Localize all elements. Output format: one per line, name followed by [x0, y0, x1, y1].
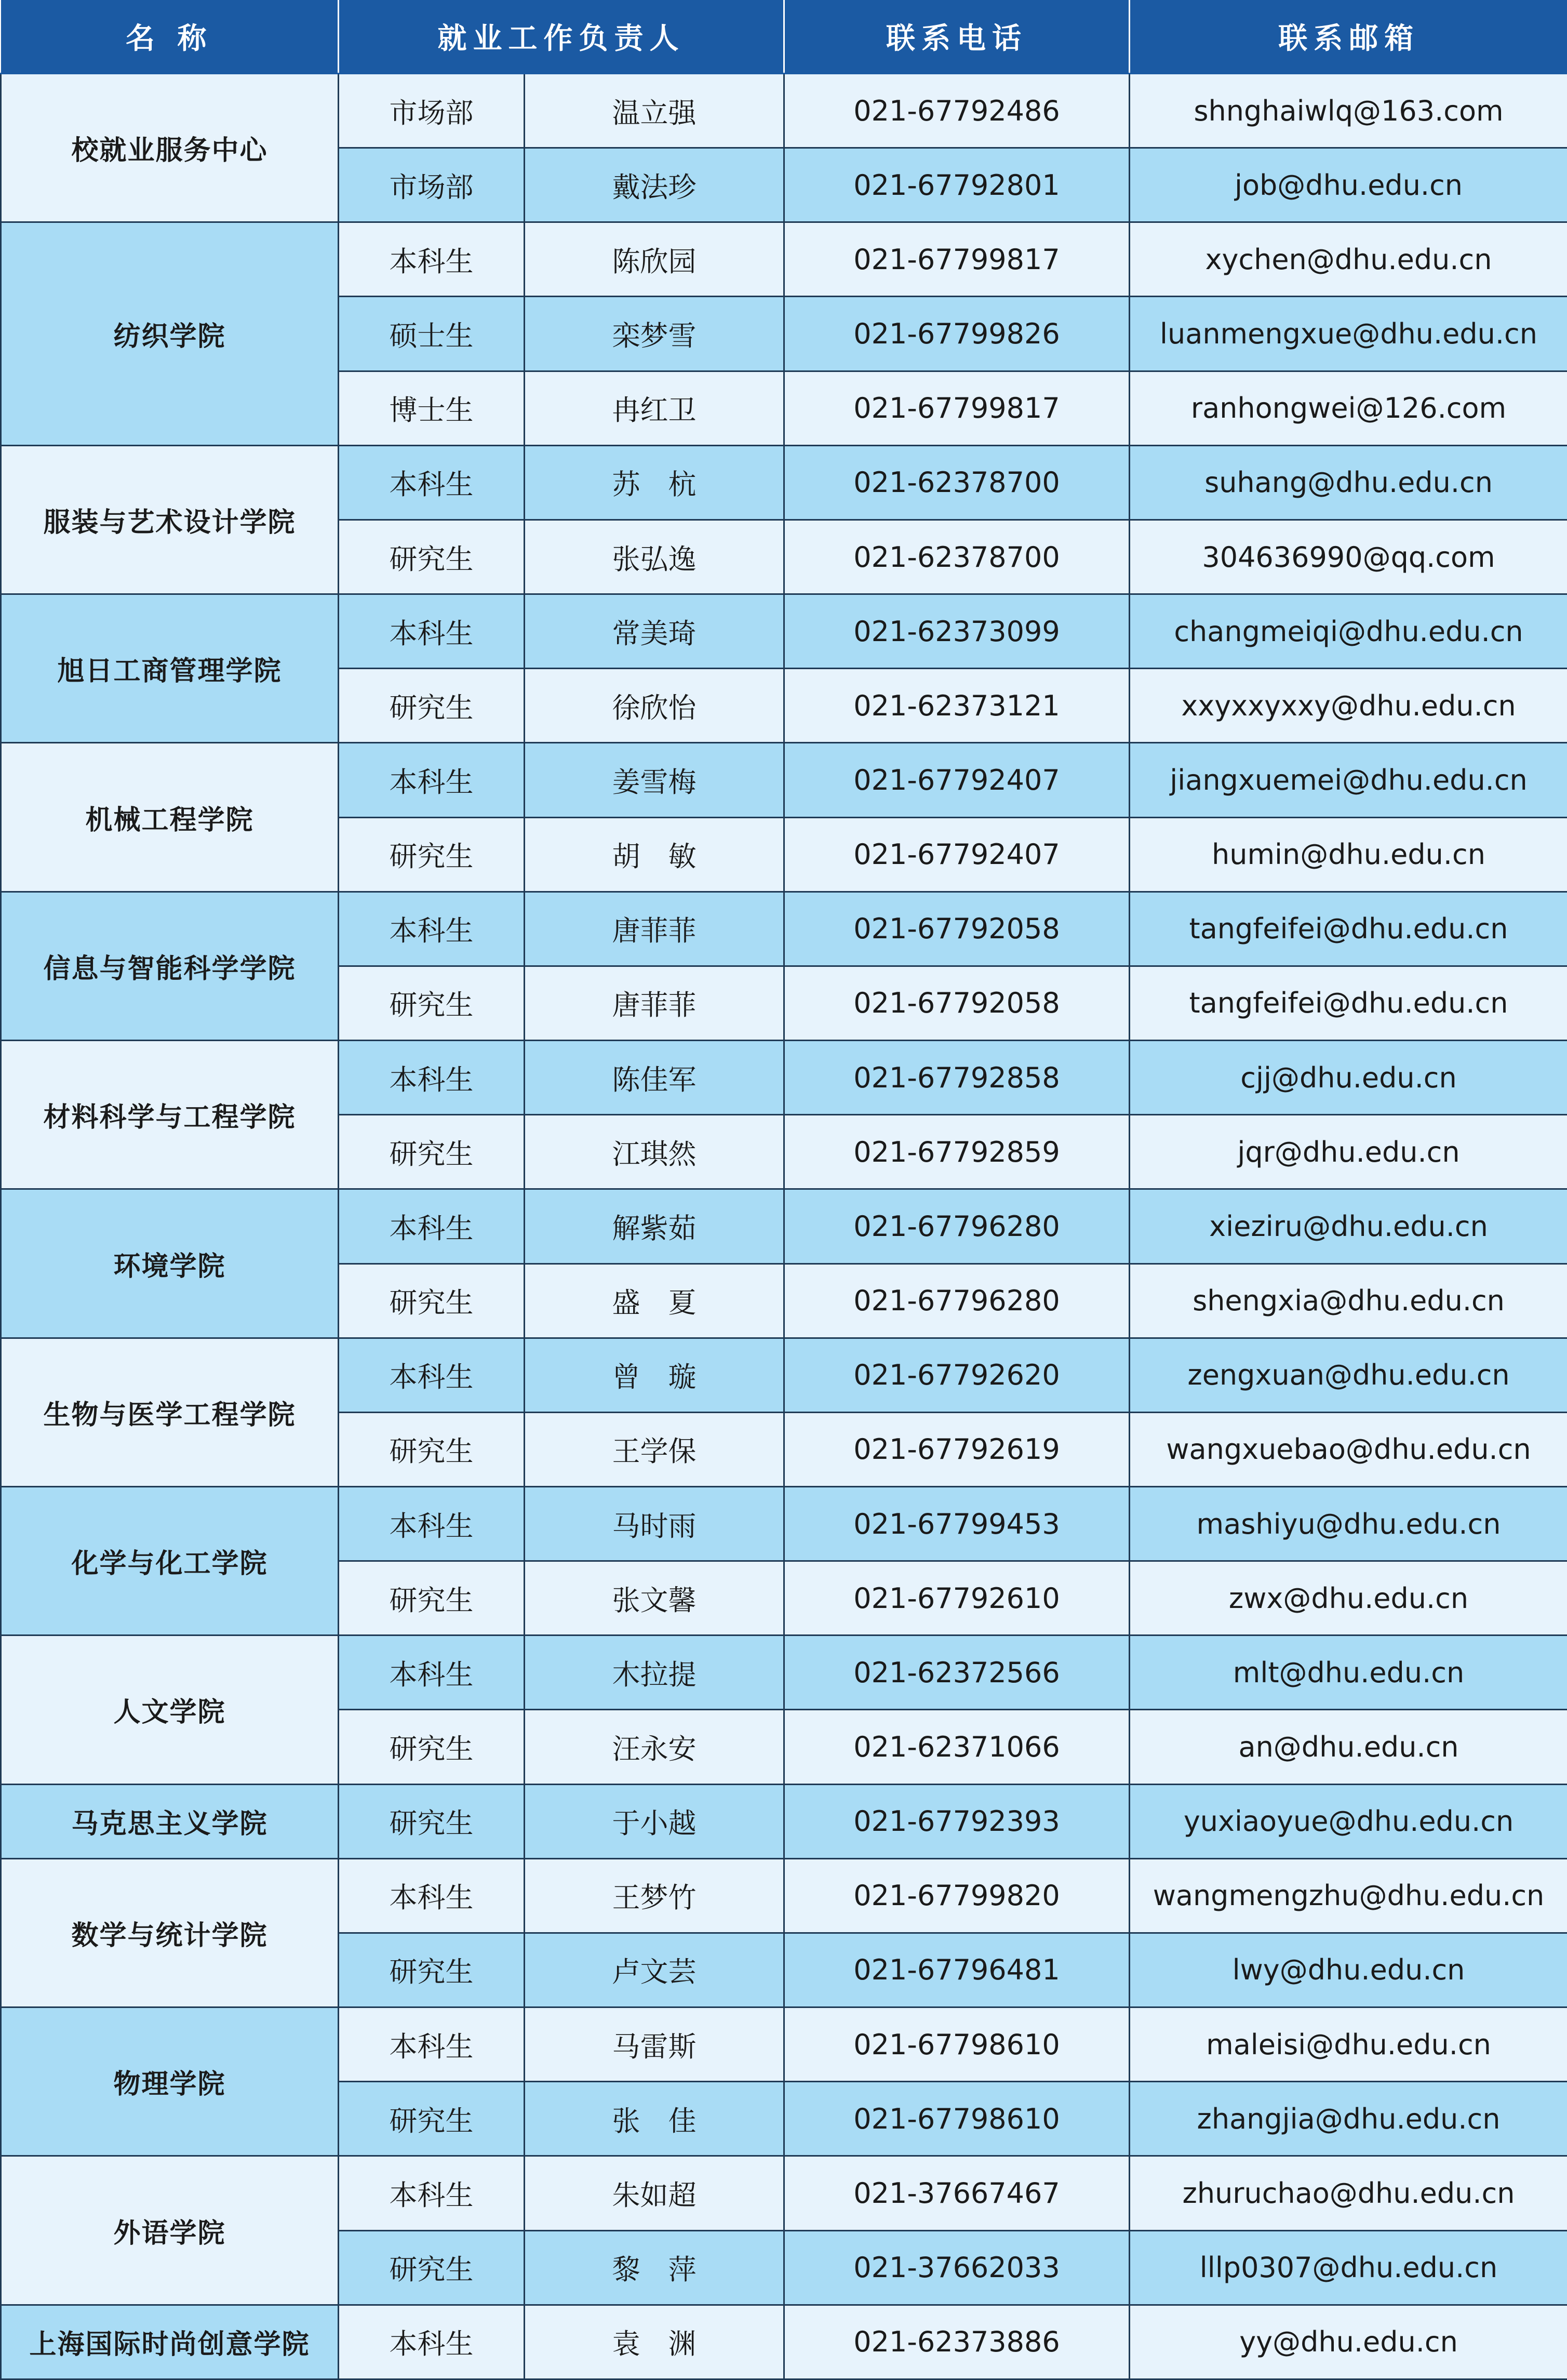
- email-cell: shengxia@dhu.edu.cn: [1130, 1264, 1567, 1338]
- role-cell: 研究生: [339, 1933, 525, 2007]
- email-cell: lllp0307@dhu.edu.cn: [1130, 2230, 1567, 2305]
- role-cell: 本科生: [339, 222, 525, 297]
- person-cell: 袁 渊: [525, 2305, 784, 2379]
- person-cell: 于小越: [525, 1784, 784, 1858]
- table-row: [1, 1636, 1567, 1710]
- table-row: [1, 1189, 1567, 1264]
- table-row: [1, 2007, 1567, 2082]
- role-cell: 本科生: [339, 594, 525, 669]
- phone-cell: 021-67796280: [784, 1264, 1130, 1338]
- email-cell: jqr@dhu.edu.cn: [1130, 1115, 1567, 1189]
- email-cell: tangfeifei@dhu.edu.cn: [1130, 892, 1567, 966]
- table-row: [1, 445, 1567, 520]
- role-cell: 本科生: [339, 1636, 525, 1710]
- group-name: 材料科学与工程学院: [1, 1041, 339, 1189]
- phone-cell: 021-67792801: [784, 148, 1130, 222]
- email-cell: lwy@dhu.edu.cn: [1130, 1933, 1567, 2007]
- table-row: [1, 892, 1567, 966]
- phone-cell: 021-67792486: [784, 74, 1130, 148]
- phone-cell: 021-67799817: [784, 371, 1130, 445]
- person-cell: 解紫茹: [525, 1189, 784, 1264]
- table-row: [1, 1338, 1567, 1412]
- group-name: 数学与统计学院: [1, 1858, 339, 2007]
- role-cell: 本科生: [339, 2007, 525, 2082]
- email-cell: zhuruchao@dhu.edu.cn: [1130, 2156, 1567, 2230]
- group-name: 环境学院: [1, 1189, 339, 1338]
- group-name: 信息与智能科学学院: [1, 892, 339, 1040]
- phone-cell: 021-67799820: [784, 1858, 1130, 1933]
- role-cell: 本科生: [339, 743, 525, 817]
- email-cell: xychen@dhu.edu.cn: [1130, 222, 1567, 297]
- header-email: 联系邮箱: [1130, 0, 1567, 74]
- role-cell: 研究生: [339, 520, 525, 594]
- role-cell: 市场部: [339, 148, 525, 222]
- role-cell: 研究生: [339, 817, 525, 892]
- person-cell: 黎 萍: [525, 2230, 784, 2305]
- email-cell: xxyxxyxxy@dhu.edu.cn: [1130, 669, 1567, 743]
- phone-cell: 021-67792407: [784, 817, 1130, 892]
- email-cell: zwx@dhu.edu.cn: [1130, 1561, 1567, 1636]
- table-row: [1, 594, 1567, 669]
- phone-cell: 021-62373121: [784, 669, 1130, 743]
- email-cell: humin@dhu.edu.cn: [1130, 817, 1567, 892]
- table-row: [1, 1486, 1567, 1561]
- phone-cell: 021-62371066: [784, 1710, 1130, 1784]
- role-cell: 本科生: [339, 1858, 525, 1933]
- person-cell: 张弘逸: [525, 520, 784, 594]
- role-cell: 本科生: [339, 1189, 525, 1264]
- role-cell: 研究生: [339, 1710, 525, 1784]
- phone-cell: 021-37667467: [784, 2156, 1130, 2230]
- phone-cell: 021-67799817: [784, 222, 1130, 297]
- person-cell: 卢文芸: [525, 1933, 784, 2007]
- role-cell: 本科生: [339, 445, 525, 520]
- group-name: 旭日工商管理学院: [1, 594, 339, 743]
- person-cell: 朱如超: [525, 2156, 784, 2230]
- role-cell: 研究生: [339, 1264, 525, 1338]
- group-name: 人文学院: [1, 1636, 339, 1784]
- table-row: [1, 1858, 1567, 1933]
- phone-cell: 021-67792407: [784, 743, 1130, 817]
- email-cell: an@dhu.edu.cn: [1130, 1710, 1567, 1784]
- email-cell: zengxuan@dhu.edu.cn: [1130, 1338, 1567, 1412]
- person-cell: 栾梦雪: [525, 297, 784, 371]
- group-name: 马克思主义学院: [1, 1784, 339, 1858]
- role-cell: 研究生: [339, 2082, 525, 2156]
- phone-cell: 021-67796481: [784, 1933, 1130, 2007]
- table-row: [1, 222, 1567, 297]
- role-cell: 市场部: [339, 74, 525, 148]
- table-row: [1, 2305, 1567, 2379]
- email-cell: ranhongwei@126.com: [1130, 371, 1567, 445]
- table-body: [1, 74, 1567, 2379]
- person-cell: 张文馨: [525, 1561, 784, 1636]
- header-person: 就业工作负责人: [339, 0, 784, 74]
- phone-cell: 021-67798610: [784, 2082, 1130, 2156]
- email-cell: yuxiaoyue@dhu.edu.cn: [1130, 1784, 1567, 1858]
- person-cell: 常美琦: [525, 594, 784, 669]
- phone-cell: 021-67799826: [784, 297, 1130, 371]
- person-cell: 盛 夏: [525, 1264, 784, 1338]
- table-row: [1, 2156, 1567, 2230]
- role-cell: 研究生: [339, 2230, 525, 2305]
- group-name: 上海国际时尚创意学院: [1, 2305, 339, 2379]
- email-cell: mlt@dhu.edu.cn: [1130, 1636, 1567, 1710]
- person-cell: 汪永安: [525, 1710, 784, 1784]
- role-cell: 本科生: [339, 1486, 525, 1561]
- person-cell: 马雷斯: [525, 2007, 784, 2082]
- person-cell: 唐菲菲: [525, 966, 784, 1040]
- phone-cell: 021-62378700: [784, 520, 1130, 594]
- phone-cell: 021-62372566: [784, 1636, 1130, 1710]
- email-cell: wangmengzhu@dhu.edu.cn: [1130, 1858, 1567, 1933]
- person-cell: 木拉提: [525, 1636, 784, 1710]
- role-cell: 研究生: [339, 1115, 525, 1189]
- person-cell: 王学保: [525, 1412, 784, 1486]
- person-cell: 温立强: [525, 74, 784, 148]
- phone-cell: 021-62373099: [784, 594, 1130, 669]
- email-cell: mashiyu@dhu.edu.cn: [1130, 1486, 1567, 1561]
- role-cell: 本科生: [339, 2156, 525, 2230]
- phone-cell: 021-62373886: [784, 2305, 1130, 2379]
- person-cell: 唐菲菲: [525, 892, 784, 966]
- group-name: 服装与艺术设计学院: [1, 445, 339, 594]
- header-name: 名 称: [1, 0, 339, 74]
- table-row: [1, 1784, 1567, 1858]
- email-cell: suhang@dhu.edu.cn: [1130, 445, 1567, 520]
- email-cell: luanmengxue@dhu.edu.cn: [1130, 297, 1567, 371]
- role-cell: 本科生: [339, 2305, 525, 2379]
- phone-cell: 021-37662033: [784, 2230, 1130, 2305]
- header-phone: 联系电话: [784, 0, 1130, 74]
- group-name: 校就业服务中心: [1, 74, 339, 222]
- person-cell: 苏 杭: [525, 445, 784, 520]
- phone-cell: 021-67792620: [784, 1338, 1130, 1412]
- email-cell: xieziru@dhu.edu.cn: [1130, 1189, 1567, 1264]
- role-cell: 本科生: [339, 1338, 525, 1412]
- person-cell: 姜雪梅: [525, 743, 784, 817]
- person-cell: 张 佳: [525, 2082, 784, 2156]
- email-cell: cjj@dhu.edu.cn: [1130, 1041, 1567, 1115]
- role-cell: 研究生: [339, 1784, 525, 1858]
- email-cell: 304636990@qq.com: [1130, 520, 1567, 594]
- email-cell: maleisi@dhu.edu.cn: [1130, 2007, 1567, 2082]
- phone-cell: 021-67792859: [784, 1115, 1130, 1189]
- email-cell: changmeiqi@dhu.edu.cn: [1130, 594, 1567, 669]
- role-cell: 研究生: [339, 1412, 525, 1486]
- header-row: [1, 0, 1567, 74]
- person-cell: 戴法珍: [525, 148, 784, 222]
- person-cell: 冉红卫: [525, 371, 784, 445]
- phone-cell: 021-67792058: [784, 966, 1130, 1040]
- person-cell: 曾 璇: [525, 1338, 784, 1412]
- email-cell: jiangxuemei@dhu.edu.cn: [1130, 743, 1567, 817]
- phone-cell: 021-67792619: [784, 1412, 1130, 1486]
- email-cell: zhangjia@dhu.edu.cn: [1130, 2082, 1567, 2156]
- phone-cell: 021-67792610: [784, 1561, 1130, 1636]
- table-row: [1, 1041, 1567, 1115]
- email-cell: tangfeifei@dhu.edu.cn: [1130, 966, 1567, 1040]
- person-cell: 江琪然: [525, 1115, 784, 1189]
- email-cell: wangxuebao@dhu.edu.cn: [1130, 1412, 1567, 1486]
- role-cell: 研究生: [339, 966, 525, 1040]
- group-name: 外语学院: [1, 2156, 339, 2305]
- role-cell: 博士生: [339, 371, 525, 445]
- role-cell: 本科生: [339, 1041, 525, 1115]
- role-cell: 研究生: [339, 669, 525, 743]
- person-cell: 胡 敏: [525, 817, 784, 892]
- table-row: [1, 743, 1567, 817]
- phone-cell: 021-62378700: [784, 445, 1130, 520]
- group-name: 生物与医学工程学院: [1, 1338, 339, 1486]
- person-cell: 陈佳军: [525, 1041, 784, 1115]
- person-cell: 马时雨: [525, 1486, 784, 1561]
- person-cell: 王梦竹: [525, 1858, 784, 1933]
- role-cell: 研究生: [339, 1561, 525, 1636]
- phone-cell: 021-67792058: [784, 892, 1130, 966]
- email-cell: shnghaiwlq@163.com: [1130, 74, 1567, 148]
- group-name: 物理学院: [1, 2007, 339, 2156]
- table-row: [1, 74, 1567, 148]
- role-cell: 本科生: [339, 892, 525, 966]
- email-cell: yy@dhu.edu.cn: [1130, 2305, 1567, 2379]
- email-cell: job@dhu.edu.cn: [1130, 148, 1567, 222]
- group-name: 机械工程学院: [1, 743, 339, 892]
- phone-cell: 021-67796280: [784, 1189, 1130, 1264]
- role-cell: 硕士生: [339, 297, 525, 371]
- person-cell: 陈欣园: [525, 222, 784, 297]
- phone-cell: 021-67798610: [784, 2007, 1130, 2082]
- phone-cell: 021-67799453: [784, 1486, 1130, 1561]
- phone-cell: 021-67792393: [784, 1784, 1130, 1858]
- person-cell: 徐欣怡: [525, 669, 784, 743]
- group-name: 纺织学院: [1, 222, 339, 445]
- phone-cell: 021-67792858: [784, 1041, 1130, 1115]
- group-name: 化学与化工学院: [1, 1486, 339, 1635]
